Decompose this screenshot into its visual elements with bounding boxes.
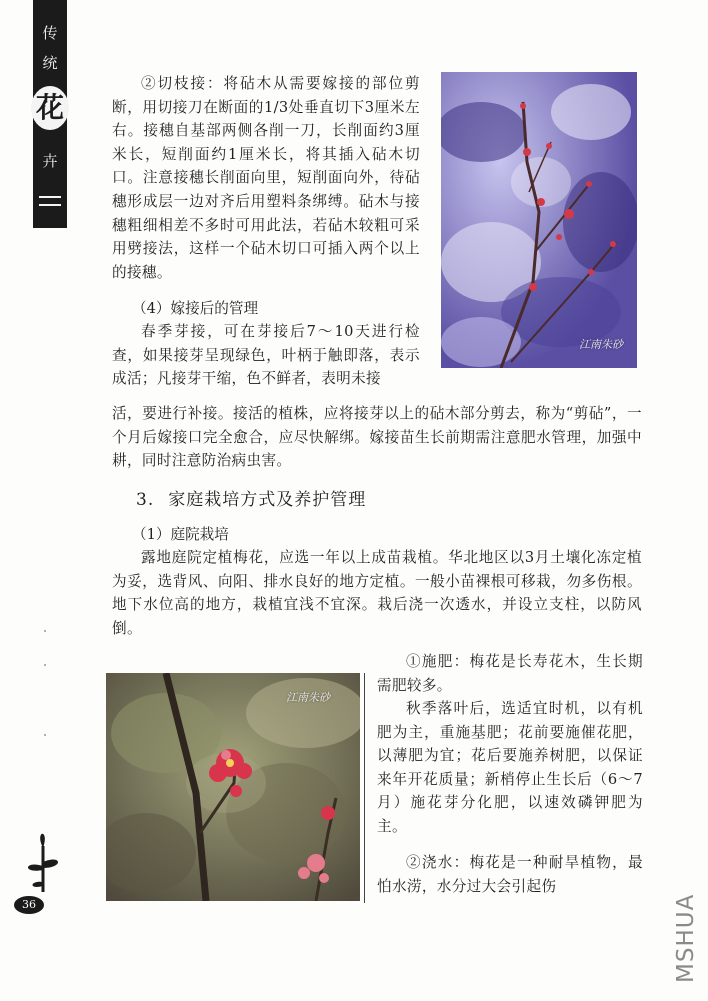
paragraph-watering: ②浇水：梅花是一种耐旱植物，最怕水涝，水分过大会引起伤	[377, 854, 643, 895]
chapter-side-tab	[33, 0, 67, 228]
paragraph-fertilize-detail: 秋季落叶后，选适宜时机，以有机肥为主，重施基肥；花前要施催花肥，以薄肥为宜；花后要施养树肥，以保证来年开花质量；新梢停止生长后（6～7月）施花芽分化肥，以速效磷钾肥为主。	[377, 700, 643, 835]
paragraph-fertilize-intro: ①施肥：梅花是长寿花木，生长期需肥较多。	[377, 653, 643, 694]
section-heading	[136, 485, 366, 510]
paragraph-after-grafting-part1: 春季芽接，可在芽接后7～10天进行检查，如果接芽呈现绿色，叶柄于触即落，表示成活；凡接芽干缩，色不鲜者，表明未接	[112, 323, 420, 388]
scan-speck	[44, 664, 46, 666]
side-tab-divider	[39, 196, 61, 198]
photo-caption-top: 江南朱砂	[579, 338, 623, 351]
paragraph-cut-grafting: ②切枝接：将砧木从需要嫁接的部位剪断，用切接刀在断面的1/3处垂直切下3厘米左右。接穗自基部两侧各削一刀，长削面约3厘米长，短削面约1厘米长，将其插入砧木切口。注意接穗长削面向里，短削面向外，待砧穗形成层一边对齐后用塑料条绑缚。砧木与接穗粗细相差不多时可用此法，若砧木较粗可采用劈接法，这样一个砧木切口可插入两个以上的接穗。	[112, 75, 420, 281]
site-watermark: MSHUA	[673, 893, 699, 983]
scan-speck	[44, 734, 46, 736]
paragraph-after-grafting-part2: 活，要进行补接。接活的植株，应将接芽以上的砧木部分剪去，称为“剪砧”，一个月后嫁接口完全愈合，应尽快解绑。嫁接苗生长前期需注意肥水管理，加强中耕，同时注意防治病虫害。	[112, 405, 642, 470]
paragraph-garden-cultivation: 露地庭院定植梅花，应选一年以上成苗栽植。华北地区以3月土壤化冻定植为妥，选背风、向阳、排水良好的地方定植。一般小苗裸根可移栽，勿多伤根。地下水位高的地方，栽植宜浅不宜深。栽后浇一次透水，并设立支柱，以防风倒。	[112, 549, 642, 637]
section-number: 3.	[136, 490, 155, 510]
plant-sprout-icon	[20, 826, 66, 894]
side-tab-divider	[39, 204, 61, 206]
section-title: 家庭栽培方式及养护管理	[168, 490, 367, 510]
column-divider	[364, 673, 365, 903]
plum-blossom-photo-top	[441, 72, 637, 368]
side-tab-char: 传	[42, 24, 58, 42]
side-tab-char-highlight: 花	[31, 86, 69, 130]
photo-caption-bottom: 江南朱砂	[286, 691, 330, 704]
page-number: 36	[14, 896, 44, 914]
side-tab-char: 卉	[42, 152, 58, 170]
side-tab-char: 统	[42, 54, 58, 72]
subheading-after-grafting: （4）嫁接后的管理	[132, 300, 259, 317]
scan-speck	[44, 630, 46, 632]
subheading-garden: （1）庭院栽培	[132, 526, 229, 543]
plum-blossom-photo-bottom	[106, 673, 360, 901]
